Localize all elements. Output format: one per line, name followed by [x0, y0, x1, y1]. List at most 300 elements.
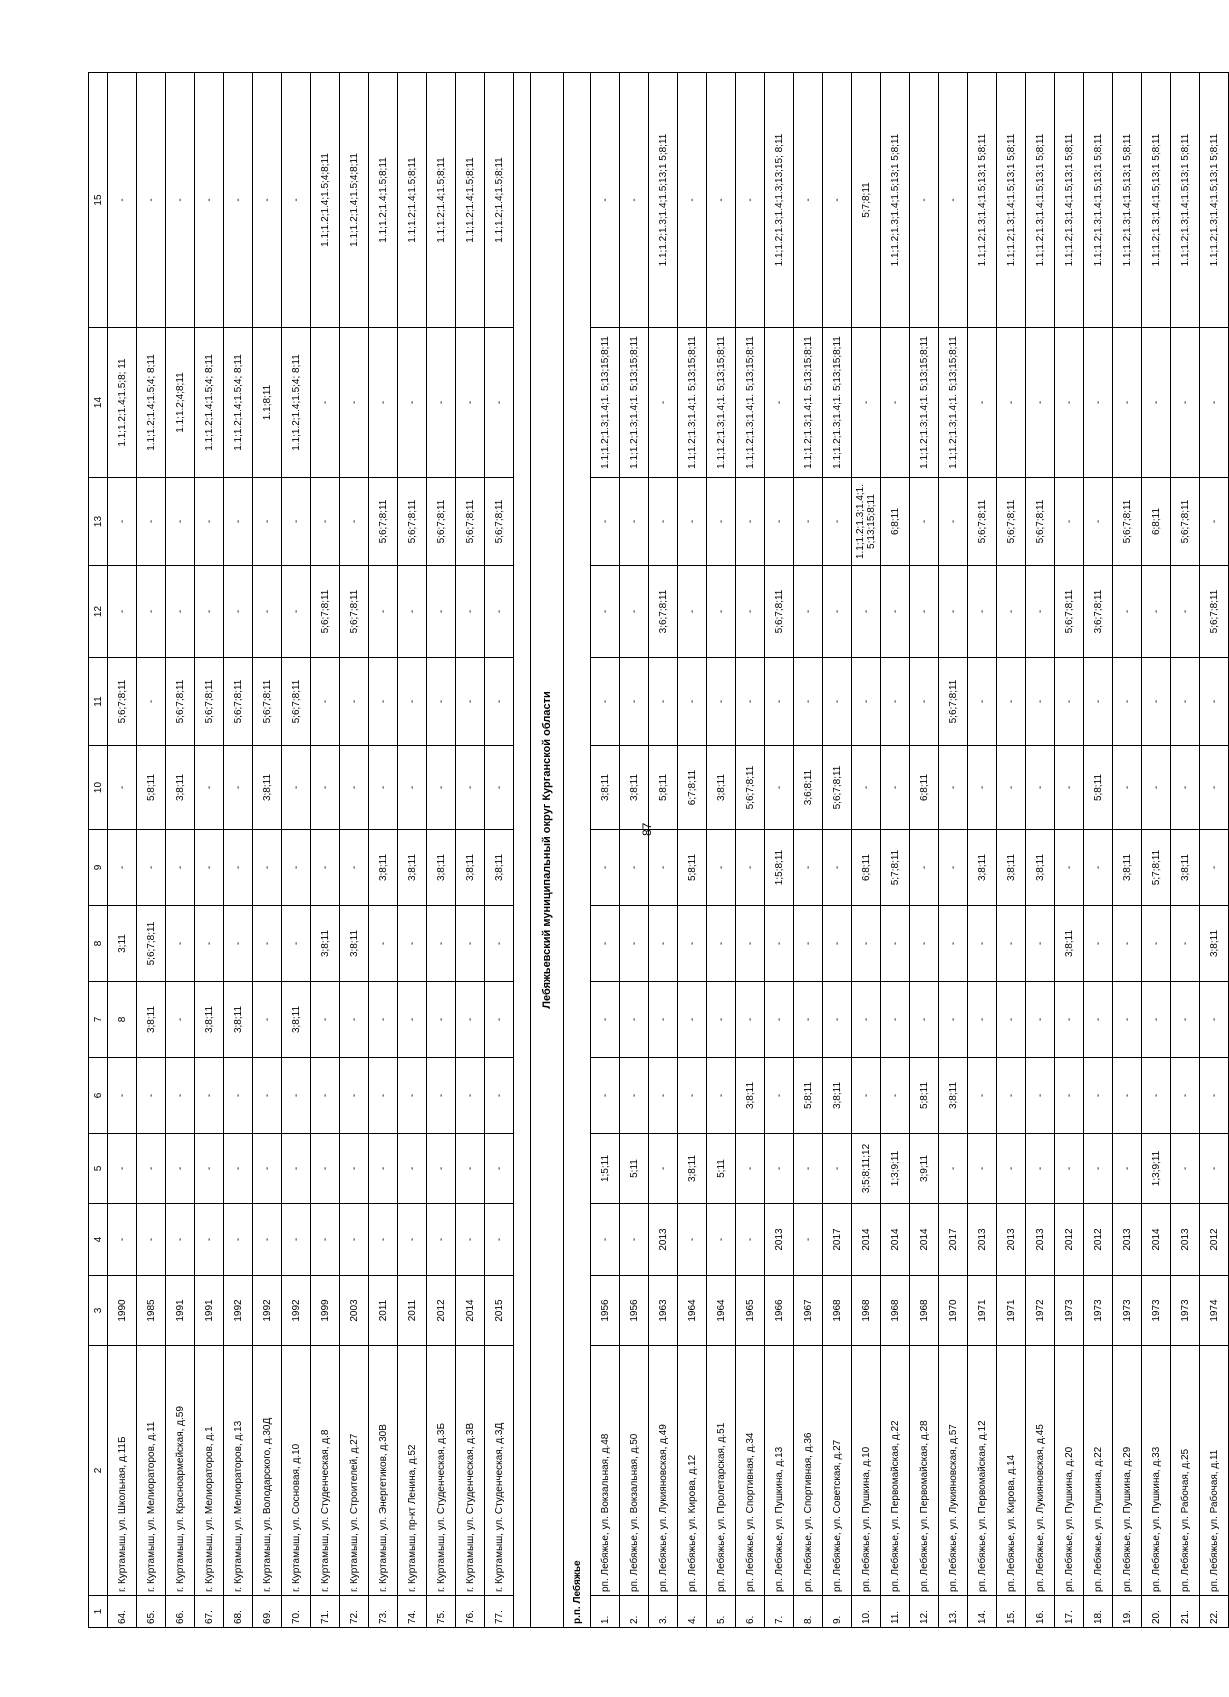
table-cell: 1963 [649, 1276, 678, 1346]
table-cell: - [707, 478, 736, 566]
table-cell: - [456, 982, 485, 1058]
table-cell: - [620, 830, 649, 906]
table-cell: 1956 [591, 1276, 620, 1346]
table-cell: 3;8;11 [195, 982, 224, 1058]
table-cell: 1966 [765, 1276, 794, 1346]
table-cell: - [1026, 1134, 1055, 1204]
table-cell: 12. [910, 1596, 939, 1628]
table-cell: - [823, 830, 852, 906]
table-cell: 3;8;11 [427, 830, 456, 906]
table-cell: - [108, 478, 137, 566]
table-cell: рп. Лебяжье, ул. Пушкина, д.13 [765, 1346, 794, 1596]
table-cell: г. Куртамыш, ул. Энергетиков, д.30В [369, 1346, 398, 1596]
table-cell: - [765, 658, 794, 746]
table-cell: - [649, 1058, 678, 1134]
table-cell: - [939, 1134, 968, 1204]
table-cell: рп. Лебяжье, ул. Рабочая, д.25 [1171, 1346, 1200, 1596]
table-cell: - [340, 1058, 369, 1134]
table-cell: - [794, 906, 823, 982]
table-cell: - [649, 328, 678, 478]
table-cell: - [311, 1134, 340, 1204]
table-cell: 3;9;11 [910, 1134, 939, 1204]
table-cell: - [456, 746, 485, 830]
table-cell: - [166, 478, 195, 566]
table-cell: - [736, 478, 765, 566]
table-cell: 1968 [852, 1276, 881, 1346]
table-cell: рп. Лебяжье, ул. Пушкина, д.29 [1113, 1346, 1142, 1596]
table-cell: 2013 [1171, 1204, 1200, 1276]
table-cell: - [427, 1058, 456, 1134]
table-cell: - [1113, 566, 1142, 658]
table-cell: г. Куртамыш, ул. Сосновая, д.10 [282, 1346, 311, 1596]
table-row [1142, 73, 1171, 1628]
table-cell: 5;8;11 [910, 1058, 939, 1134]
table-cell: - [1055, 478, 1084, 566]
table-cell: 3;8;11 [340, 906, 369, 982]
table-body [89, 73, 1229, 1628]
table-cell: - [707, 830, 736, 906]
table-cell: - [620, 478, 649, 566]
table-cell: - [1142, 328, 1171, 478]
table-cell: 2013 [968, 1204, 997, 1276]
table-cell: - [910, 658, 939, 746]
table-cell: 2015 [485, 1276, 514, 1346]
table-cell: - [427, 658, 456, 746]
table-cell: 3;8;11 [311, 906, 340, 982]
table-cell: - [765, 906, 794, 982]
table-cell: - [224, 73, 253, 328]
table-cell: - [369, 1134, 398, 1204]
table-cell: - [1026, 982, 1055, 1058]
table-cell: - [765, 746, 794, 830]
page-number: 87 [640, 822, 654, 836]
table-row [707, 73, 736, 1628]
table-cell: - [678, 658, 707, 746]
table-cell: 1.1;1.2;1.3;1.4;1. 5;13;15;8;11 [678, 328, 707, 478]
table-cell: 19. [1113, 1596, 1142, 1628]
table-cell: - [1026, 566, 1055, 658]
table-cell: 1.1;1.2;1.3;1.4;1.5;13;1 5;8;11 [1084, 73, 1113, 328]
table-cell: 1990 [108, 1276, 137, 1346]
table-cell: - [823, 906, 852, 982]
table-cell: 2012 [1084, 1204, 1113, 1276]
table-cell: рп. Лебяжье, ул. Лукияновская, д.45 [1026, 1346, 1055, 1596]
table-cell: - [137, 1204, 166, 1276]
table-cell: 1.1;1.2;1.3;1.4;1.5;13;1 5;8;11 [1026, 73, 1055, 328]
table-cell: - [224, 1134, 253, 1204]
table-cell: - [1055, 658, 1084, 746]
table-row [794, 73, 823, 1628]
table-cell: рп. Лебяжье, ул. Лукияновская, д.57 [939, 1346, 968, 1596]
table-cell: - [427, 906, 456, 982]
table-cell: 3;11 [108, 906, 137, 982]
table-cell: - [311, 658, 340, 746]
table-cell: - [456, 1058, 485, 1134]
table-cell: 1;3;9;11 [881, 1134, 910, 1204]
table-cell: 5;7;8;11 [881, 830, 910, 906]
table-cell: - [485, 982, 514, 1058]
table-cell: - [591, 906, 620, 982]
table-cell: 5. [707, 1596, 736, 1628]
table-cell: - [282, 1204, 311, 1276]
table-cell: 1956 [620, 1276, 649, 1346]
table-cell: - [195, 906, 224, 982]
table-cell: рп. Лебяжье, ул. Первомайская, д.22 [881, 1346, 910, 1596]
table-cell: - [881, 658, 910, 746]
table-cell: - [427, 982, 456, 1058]
table-cell: 1.1;1.2;1.3;1.4;1.5;13;1 5;8;11 [881, 73, 910, 328]
table-cell: - [1113, 982, 1142, 1058]
table-cell: - [166, 982, 195, 1058]
table-cell: - [195, 566, 224, 658]
table-cell: - [398, 1058, 427, 1134]
table-cell: 6;8;11 [910, 746, 939, 830]
table-cell: 2012 [1055, 1204, 1084, 1276]
table-cell: - [939, 982, 968, 1058]
table-cell: - [910, 982, 939, 1058]
table-cell: 1968 [910, 1276, 939, 1346]
table-cell: - [939, 906, 968, 982]
table-cell: 1.1;1.2;1.3;1.4;1.5;13;1 5;8;11 [968, 73, 997, 328]
table-cell: - [224, 478, 253, 566]
table-cell: 1992 [253, 1276, 282, 1346]
table-cell: 3;8;11 [456, 830, 485, 906]
table-cell: 72. [340, 1596, 369, 1628]
table-cell: - [398, 658, 427, 746]
table-cell: - [1055, 1134, 1084, 1204]
table-cell: - [1171, 1134, 1200, 1204]
table-cell: рп. Лебяжье, ул. Пролетарская, д.51 [707, 1346, 736, 1596]
table-row [340, 73, 369, 1628]
table-cell: - [398, 906, 427, 982]
table-cell: 5;6;7;8;11 [939, 658, 968, 746]
rotated-page-content [88, 73, 1220, 1628]
table-cell: 3;8;11 [282, 982, 311, 1058]
table-cell: - [649, 830, 678, 906]
table-cell: 1.1;1.2;1.3;1.4;1.5;13;1 5;8;11 [649, 73, 678, 328]
table-cell: - [852, 328, 881, 478]
table-cell: - [968, 746, 997, 830]
table-cell: - [620, 73, 649, 328]
table-cell: 1.1;1.2;1.3;1.4;1.5;13;1 5;8;11 [1200, 73, 1229, 328]
table-cell: - [195, 478, 224, 566]
table-cell: 2013 [649, 1204, 678, 1276]
table-cell: г. Куртамыш, ул. Студенческая, д.3В [456, 1346, 485, 1596]
table-cell: - [736, 906, 765, 982]
table-cell: рп. Лебяжье, ул. Кирова, д.14 [997, 1346, 1026, 1596]
table-cell: 3. [649, 1596, 678, 1628]
table-cell: - [794, 73, 823, 328]
table-cell: - [369, 328, 398, 478]
table-cell: - [195, 746, 224, 830]
table-cell: 5;6;7;8;11 [311, 566, 340, 658]
table-cell: 5;6;7;8;11 [456, 478, 485, 566]
table-cell: - [369, 746, 398, 830]
table-cell: 1973 [1171, 1276, 1200, 1346]
table-cell: 20. [1142, 1596, 1171, 1628]
table-cell: 3;8;11 [968, 830, 997, 906]
table-cell: г. Куртамыш, пр-кт Ленина, д.52 [398, 1346, 427, 1596]
table-cell: - [997, 328, 1026, 478]
table-cell: - [620, 982, 649, 1058]
table-cell: 1.1;1.2;1.4;1.5;4;8;11 [340, 73, 369, 328]
table-cell: г. Куртамыш, ул. Строителей, д.27 [340, 1346, 369, 1596]
spacer-cell [514, 73, 531, 1628]
table-cell: - [311, 982, 340, 1058]
table-cell: 2014 [881, 1204, 910, 1276]
table-cell: 3;8;11 [485, 830, 514, 906]
table-cell: 1971 [997, 1276, 1026, 1346]
table-cell: - [253, 906, 282, 982]
table-cell: 1 [89, 1596, 108, 1628]
table-cell: - [591, 982, 620, 1058]
table-row [881, 73, 910, 1628]
table-cell: 65. [137, 1596, 166, 1628]
table-cell: - [881, 566, 910, 658]
table-cell: - [253, 1058, 282, 1134]
table-cell: - [794, 478, 823, 566]
table-cell: - [591, 1058, 620, 1134]
table-cell: 5;8;11 [649, 746, 678, 830]
table-cell: - [1171, 566, 1200, 658]
table-cell: 3;8;11 [939, 1058, 968, 1134]
table-row [1200, 73, 1229, 1628]
table-cell: - [823, 73, 852, 328]
table-cell: - [620, 658, 649, 746]
table-cell: - [485, 1134, 514, 1204]
table-cell: 3;6;7;8;11 [1084, 566, 1113, 658]
table-cell: 1.1;1.2;1.3;1.4;1. 5;13;15;8;11 [707, 328, 736, 478]
table-cell: - [427, 746, 456, 830]
table-cell: 1970 [939, 1276, 968, 1346]
table-cell: - [1171, 982, 1200, 1058]
table-cell: 5;6;7;8;11 [1055, 566, 1084, 658]
table-cell: - [311, 328, 340, 478]
table-cell: - [736, 566, 765, 658]
table-cell: г. Куртамыш, ул. Володарского, д.30Д [253, 1346, 282, 1596]
table-cell: - [253, 566, 282, 658]
table-cell: - [1055, 982, 1084, 1058]
table-cell: 1.1;1.2;4;8;11 [166, 328, 195, 478]
table-cell: - [591, 830, 620, 906]
table-cell: 1.1;1.2;1.3;1.4;1.5;13;1 5;8;11 [1171, 73, 1200, 328]
table-cell: - [707, 906, 736, 982]
table-cell: - [1171, 746, 1200, 830]
table-cell: 1.1;1.2;1.4;1.5;8; 11 [108, 328, 137, 478]
table-cell: - [398, 566, 427, 658]
table-cell: 1.1;1.2;1.4;1.5;4;8;11 [311, 73, 340, 328]
table-cell: - [340, 830, 369, 906]
table-cell: 1992 [282, 1276, 311, 1346]
table-cell: 1991 [166, 1276, 195, 1346]
table-cell: - [939, 566, 968, 658]
table-cell: - [1113, 746, 1142, 830]
table-cell: 15 [89, 73, 108, 328]
table-cell: - [340, 982, 369, 1058]
table-cell: - [311, 478, 340, 566]
table-cell: 3;8;11 [1200, 906, 1229, 982]
table-cell: - [736, 73, 765, 328]
table-cell: 1964 [678, 1276, 707, 1346]
table-cell: 5;6;7;8;11 [108, 658, 137, 746]
table-cell: - [678, 1058, 707, 1134]
table-cell: - [456, 1134, 485, 1204]
table-cell: 3;6;7;8;11 [649, 566, 678, 658]
table-cell: 4 [89, 1204, 108, 1276]
table-cell: - [823, 658, 852, 746]
table-cell: 5;6;7;8;11 [736, 746, 765, 830]
table-cell: рп. Лебяжье, ул. Спортивная, д.34 [736, 1346, 765, 1596]
table-cell: 1.1;1.2;1.4;1.5;4; 8;11 [224, 328, 253, 478]
table-cell: 3;8;11 [253, 746, 282, 830]
table-cell: 1968 [881, 1276, 910, 1346]
table-cell: - [282, 566, 311, 658]
table-cell: - [195, 1058, 224, 1134]
table-cell: 13 [89, 478, 108, 566]
table-cell: - [1113, 1058, 1142, 1134]
table-cell: - [591, 73, 620, 328]
table-cell: - [881, 906, 910, 982]
table-cell: 2011 [398, 1276, 427, 1346]
table-cell: 10 [89, 746, 108, 830]
table-cell: - [224, 566, 253, 658]
table-cell: - [765, 982, 794, 1058]
table-cell: - [1200, 328, 1229, 478]
section-title: Лебяжьевский муниципальный округ Курганской области [531, 73, 564, 1628]
table-cell: 1.1;8;11 [253, 328, 282, 478]
table-cell: 2014 [1142, 1204, 1171, 1276]
table-cell: - [456, 328, 485, 478]
table-cell: - [1200, 478, 1229, 566]
subsection-title: р.п. Лебяжье [564, 73, 591, 1628]
table-cell: 5;6;7;8;11 [1200, 566, 1229, 658]
table-cell: - [910, 478, 939, 566]
table-cell: 6 [89, 1058, 108, 1134]
table-cell: 13. [939, 1596, 968, 1628]
table-cell: 5;6;7;8;11 [427, 478, 456, 566]
table-cell: 3;8;11 [736, 1058, 765, 1134]
table-cell: - [736, 1204, 765, 1276]
table-cell: 5;6;7;8;11 [1171, 478, 1200, 566]
table-cell: 1;3;9;11 [1142, 1134, 1171, 1204]
table-row [1113, 73, 1142, 1628]
table-cell: - [1084, 1058, 1113, 1134]
table-cell: 3;8;11 [678, 1134, 707, 1204]
table-cell: - [1200, 658, 1229, 746]
table-cell: - [968, 658, 997, 746]
table-cell: - [649, 982, 678, 1058]
table-cell: 5;6;7;8;11 [765, 566, 794, 658]
table-cell: - [1026, 328, 1055, 478]
table-cell: - [282, 906, 311, 982]
table-cell: 3;8;11 [1026, 830, 1055, 906]
table-cell: 14 [89, 328, 108, 478]
table-cell: - [398, 746, 427, 830]
table-cell: - [485, 906, 514, 982]
table-cell: 2012 [1200, 1204, 1229, 1276]
table-cell: - [852, 658, 881, 746]
table-cell: 1973 [1055, 1276, 1084, 1346]
table-cell: 5;6;7;8;11 [166, 658, 195, 746]
table-cell: 1;5;8;11 [765, 830, 794, 906]
table-cell: 69. [253, 1596, 282, 1628]
table-cell: - [910, 906, 939, 982]
table-cell: - [1113, 1134, 1142, 1204]
table-cell: - [794, 982, 823, 1058]
table-cell: 1968 [823, 1276, 852, 1346]
table-cell: - [1171, 1058, 1200, 1134]
table-cell: - [485, 1204, 514, 1276]
table-cell: рп. Лебяжье, ул. Советская, д.27 [823, 1346, 852, 1596]
table-cell: - [1200, 1134, 1229, 1204]
table-cell: - [591, 658, 620, 746]
table-cell: - [997, 1134, 1026, 1204]
table-cell: - [311, 1058, 340, 1134]
table-cell: 1.1;1.2;1.3;1.4;1.5;13;1 5;8;11 [997, 73, 1026, 328]
table-cell: - [1084, 328, 1113, 478]
table-cell: 1.1;1.2;1.3;1.4;1.3;13;15; 8;11 [765, 73, 794, 328]
table-cell: - [1084, 906, 1113, 982]
table-cell: - [253, 478, 282, 566]
table-cell: - [765, 478, 794, 566]
table-cell: - [195, 830, 224, 906]
table-cell: г. Куртамыш, ул. Красноармейская, д.59 [166, 1346, 195, 1596]
table-cell: - [340, 1204, 369, 1276]
table-row [649, 73, 678, 1628]
table-cell: - [997, 906, 1026, 982]
table-cell: - [311, 1204, 340, 1276]
table-row [1026, 73, 1055, 1628]
table-cell: - [224, 906, 253, 982]
table-cell: 2011 [369, 1276, 398, 1346]
table-cell: - [137, 566, 166, 658]
table-row [253, 73, 282, 1628]
table-cell: - [485, 328, 514, 478]
table-cell: - [1084, 1134, 1113, 1204]
table-cell: - [736, 982, 765, 1058]
table-cell: - [166, 830, 195, 906]
table-cell: 1.1;1.2;1.4;1.5;4; 8;11 [282, 328, 311, 478]
table-cell: - [707, 566, 736, 658]
table-cell: рп. Лебяжье, ул. Вокзальная, д.50 [620, 1346, 649, 1596]
table-cell: - [166, 566, 195, 658]
table-cell: - [456, 658, 485, 746]
table-cell: - [108, 1204, 137, 1276]
table-cell: - [282, 830, 311, 906]
table-cell: - [456, 906, 485, 982]
table-cell: - [1200, 830, 1229, 906]
table-cell: 1967 [794, 1276, 823, 1346]
table-cell: - [253, 982, 282, 1058]
table-cell: - [427, 566, 456, 658]
table-cell: 1.1;1.2;1.4;1.5;4; 8;11 [195, 328, 224, 478]
table-cell: 3;8;11 [137, 982, 166, 1058]
table-cell: 5 [89, 1134, 108, 1204]
table-row [968, 73, 997, 1628]
table-cell: 66. [166, 1596, 195, 1628]
table-cell: 5;6;7;8;11 [997, 478, 1026, 566]
table-cell: 2. [620, 1596, 649, 1628]
table-cell: - [398, 1204, 427, 1276]
table-row [997, 73, 1026, 1628]
table-cell: 5;8;11 [137, 746, 166, 830]
table-cell: - [823, 982, 852, 1058]
table-cell: 5;6;7;8;11 [195, 658, 224, 746]
table-cell: - [823, 566, 852, 658]
table-cell: 3;8;11 [997, 830, 1026, 906]
table-cell: 17. [1055, 1596, 1084, 1628]
table-cell: - [1113, 658, 1142, 746]
